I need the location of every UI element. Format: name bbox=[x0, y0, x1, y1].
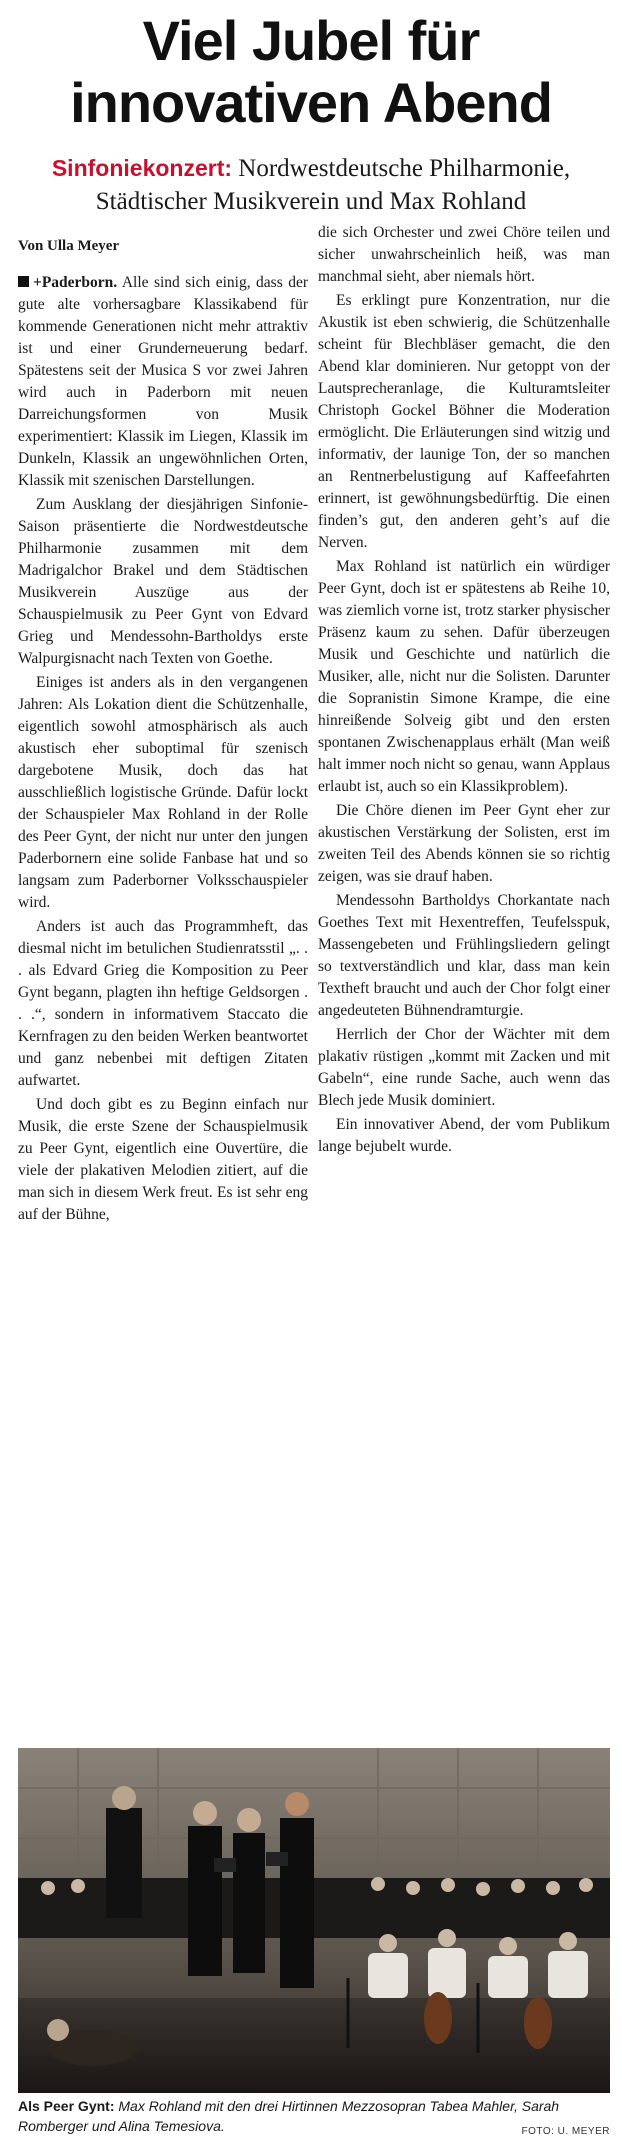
article-paragraph bbox=[18, 272, 308, 492]
photo-caption bbox=[18, 2096, 610, 2142]
article-column-right bbox=[318, 222, 610, 1158]
subheadline-text: Nordwestdeutsche Philharmonie, Städtischer Musikverein und Max Rohland bbox=[95, 155, 571, 215]
article-paragraph: Herrlich der Chor der Wächter mit dem plakativ rüstigen „kommt mit Zacken und mit Gabeln“, eine runde Sache, auch wenn das Blech jede Musik dominiert. bbox=[318, 1026, 610, 1109]
headline: Viel Jubel für innovativen Abend bbox=[70, 9, 552, 134]
photo-credit: FOTO: U. MEYER bbox=[521, 2126, 610, 2137]
paragraph-text: Alle sind sich einig, dass der gute alte vorhersagbare Klassikabend für kommende Generationen nicht mehr attraktiv ist und einer Grunderneuerung bedarf. Spätestens seit der Musica S vor zwei Jahren wird auch in Paderborn mit neuen Darreichungsformen von Musik experimentiert: Klassik im Liegen, Klassik im Dunkeln, Klassik an ungewöhnlichen Orten, Klassik mit szenischen Darstellungen. bbox=[18, 274, 308, 489]
article-column-left bbox=[18, 272, 308, 1226]
article-paragraph: Es erklingt pure Konzentration, nur die Akustik ist eben schwierig, die Schützenhalle scheint für Blechbläser gemacht, die den Abend klar dominieren. Nur getoppt von der Lautsprecheranlage, die Kulturamtsleiter Christoph Gockel Böhner die Moderation ermöglicht. Die Erläuterungen sind witzig und informativ, der launige Ton, der so manchen an Rentnerbelustigung auf Kaffeefahrten erinnert, ist gewöhnungsbedürftig. Die einen finden’s gut, den anderen geht’s auf die Nerven. bbox=[318, 292, 610, 551]
kicker: Sinfoniekonzert: bbox=[51, 155, 233, 181]
caption-text: Max Rohland mit den drei Hirtinnen Mezzosopran Tabea Mahler, Sarah Romberger und Alina Temesiova. bbox=[18, 2098, 560, 2134]
article-paragraph: die sich Orchester und zwei Chöre teilen und sicher unwahrscheinlich heiß, was man manchmal sieht, aber niemals hört. bbox=[318, 224, 610, 285]
article-paragraph: Zum Ausklang der diesjährigen Sinfonie-Saison präsentierte die Nordwestdeutsche Philharmonie zusammen mit dem Madrigalchor Brakel und dem Städtischen Musikverein Auszüge aus der Schauspielmusik zu Peer Gynt von Edvard Grieg und Mendessohn-Bartholdys erste Walpurgisnacht nach Texten von Goethe. bbox=[18, 496, 308, 667]
subheadline bbox=[0, 152, 622, 218]
article-paragraph: Max Rohland ist natürlich ein würdiger Peer Gynt, doch ist er spätestens ab Reihe 10, was ziemlich vorne ist, trotz starker physischer Präsenz kaum zu sehen. Dafür überzeugen Musik und Geschichte und natürlich die Musiker, alle, nicht nur die Solisten. Darunter die Sopranistin Simone Krampe, die eine hinreißende Solveig gibt und den ersten spontanen Zwischenapplaus erhält (Man weiß halt immer noch nicht so genau, wann Applaus erlaubt ist, auch so ein Klassikproblem). bbox=[318, 558, 610, 795]
article-paragraph: Mendessohn Bartholdys Chorkantate nach Goethes Text mit Hexentreffen, Teufelsspuk, Massengebeten und Frühlingsliedern gelingt so textverständlich und klar, dass man kein Textheft braucht und auch der Chor folgt einer angedeuteten Bühnendramturgie. bbox=[318, 892, 610, 1019]
concert-photo bbox=[18, 1748, 610, 2093]
byline: Von Ulla Meyer bbox=[18, 238, 120, 254]
article-paragraph: Anders ist auch das Programmheft, das diesmal nicht im betulichen Studienratsstil „. . . als Edvard Grieg die Komposition zu Peer Gynt begann, plagten ihn heftige Geldsorgen . . .“, sondern in informativem Staccato die Kernfragen zu den beiden Werken beantwortet und ganz nebenbei mit deftigen Zitaten aufwartet. bbox=[18, 918, 308, 1089]
article-paragraph: Ein innovativer Abend, der vom Publikum lange bejubelt wurde. bbox=[318, 1116, 610, 1155]
caption-lead: Als Peer Gynt: bbox=[18, 2098, 115, 2114]
dateline-marker-icon bbox=[18, 276, 29, 287]
article-paragraph: Die Chöre dienen im Peer Gynt eher zur akustischen Verstärkung der Solisten, erst im zweiten Teil des Abends können sie so richtig zeigen, was sie drauf haben. bbox=[318, 802, 610, 885]
dateline: +Paderborn. bbox=[33, 274, 118, 291]
concert-photo-illustration bbox=[18, 1748, 610, 2093]
article-paragraph: Und doch gibt es zu Beginn einfach nur Musik, die erste Szene der Schauspielmusik zu Peer Gynt, eigentlich eine Ouvertüre, die viele der plakativen Melodien zitiert, auf die man sich in diesem Werk freut. Es ist sehr eng auf der Bühne, bbox=[18, 1096, 308, 1223]
article-paragraph: Einiges ist anders als in den vergangenen Jahren: Als Lokation dient die Schützenhalle, eigentlich sowohl atmosphärisch als auch akustisch eher suboptimal für szenisch dargebotene Musik, doch das hat ausschließlich logistische Gründe. Dafür lockt der Schauspieler Max Rohland in der Rolle des Peer Gynt, der nicht nur unter den jungen Paderbornern eine solide Fanbase hat und so langsam zum Paderborner Volksschauspieler wird. bbox=[18, 674, 308, 911]
